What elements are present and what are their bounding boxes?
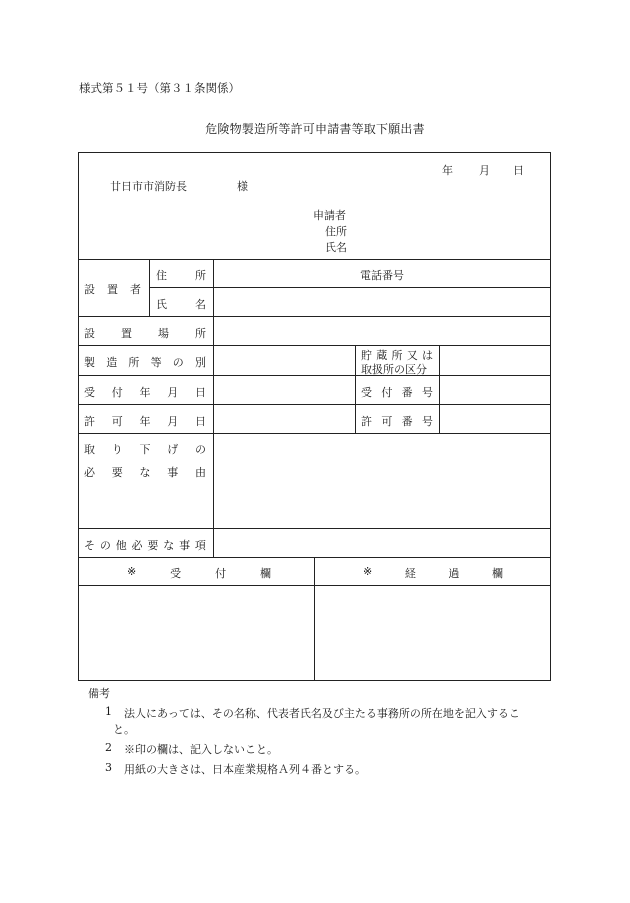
- rule-place-bottom: [79, 345, 550, 346]
- rule-mid-column-right: [439, 345, 440, 433]
- note-1-text: 法人にあっては、その名称、代表者氏名及び主たる事務所の所在地を記入するこ: [124, 707, 520, 720]
- applicant-name-label: 氏名: [325, 241, 347, 254]
- storage-category-label-line2: 取扱所の区分: [361, 363, 427, 376]
- progress-column-header: ※ 経 過 欄: [363, 565, 503, 580]
- note-3-text: 用紙の大きさは、日本産業規格Ａ列４番とする。: [124, 763, 366, 776]
- rule-installer-mid: [149, 287, 550, 288]
- note-2-text: ※印の欄は、記入しないこと。: [124, 743, 278, 756]
- receipt-number-label: 受 付 番 号: [361, 386, 433, 399]
- notes-heading: 備考: [88, 687, 110, 700]
- facility-type-label: 製 造 所 等 の 別: [84, 356, 206, 369]
- rule-permit-bottom: [79, 433, 550, 434]
- other-items-label: そ の 他 必 要 な 事 項: [84, 539, 206, 552]
- withdrawal-reason-label-line1: 取 り 下 げ の: [84, 443, 206, 456]
- addressee-honorific: 様: [237, 180, 248, 193]
- date-year-label: 年: [442, 164, 453, 177]
- date-month-label: 月: [479, 164, 490, 177]
- permit-date-label: 許 可 年 月 日: [84, 415, 206, 428]
- note-1-continuation: と。: [113, 723, 135, 736]
- form-title: 危険物製造所等許可申請書等取下願出書: [205, 122, 425, 136]
- rule-installer-split: [149, 259, 150, 316]
- addressee-chief: 廿日市市消防長: [110, 180, 187, 193]
- date-day-label: 日: [513, 164, 524, 177]
- note-1-number: 1: [105, 705, 112, 718]
- rule-bottom-split: [314, 557, 315, 680]
- applicant-address-label: 住所: [325, 225, 347, 238]
- permit-number-label: 許 可 番 号: [361, 415, 433, 428]
- rule-installer-bottom: [79, 316, 550, 317]
- rule-label-column: [213, 259, 214, 557]
- installer-name-label: 氏 名: [156, 298, 206, 311]
- receipt-date-label: 受 付 年 月 日: [84, 386, 206, 399]
- installation-place-label: 設 置 場 所: [84, 327, 206, 340]
- rule-receipt-bottom: [79, 404, 550, 405]
- rule-reason-bottom: [79, 528, 550, 529]
- installer-address-label: 住 所: [156, 269, 206, 282]
- form-number: 様式第５１号（第３１条関係）: [79, 81, 240, 95]
- application-form-table: [78, 152, 551, 681]
- reception-column-header: ※ 受 付 欄: [127, 565, 271, 580]
- withdrawal-reason-label-line2: 必 要 な 事 由: [84, 466, 206, 479]
- installer-label: 設 置 者: [84, 283, 141, 296]
- note-2-number: 2: [105, 741, 112, 754]
- note-3-number: 3: [105, 761, 112, 774]
- applicant-label: 申請者: [313, 209, 346, 222]
- rule-mid-column-left: [355, 345, 356, 433]
- phone-number-label: 電話番号: [360, 269, 404, 282]
- storage-category-label-line1: 貯 蔵 所 又 は: [361, 349, 433, 362]
- rule-type-bottom: [79, 375, 550, 376]
